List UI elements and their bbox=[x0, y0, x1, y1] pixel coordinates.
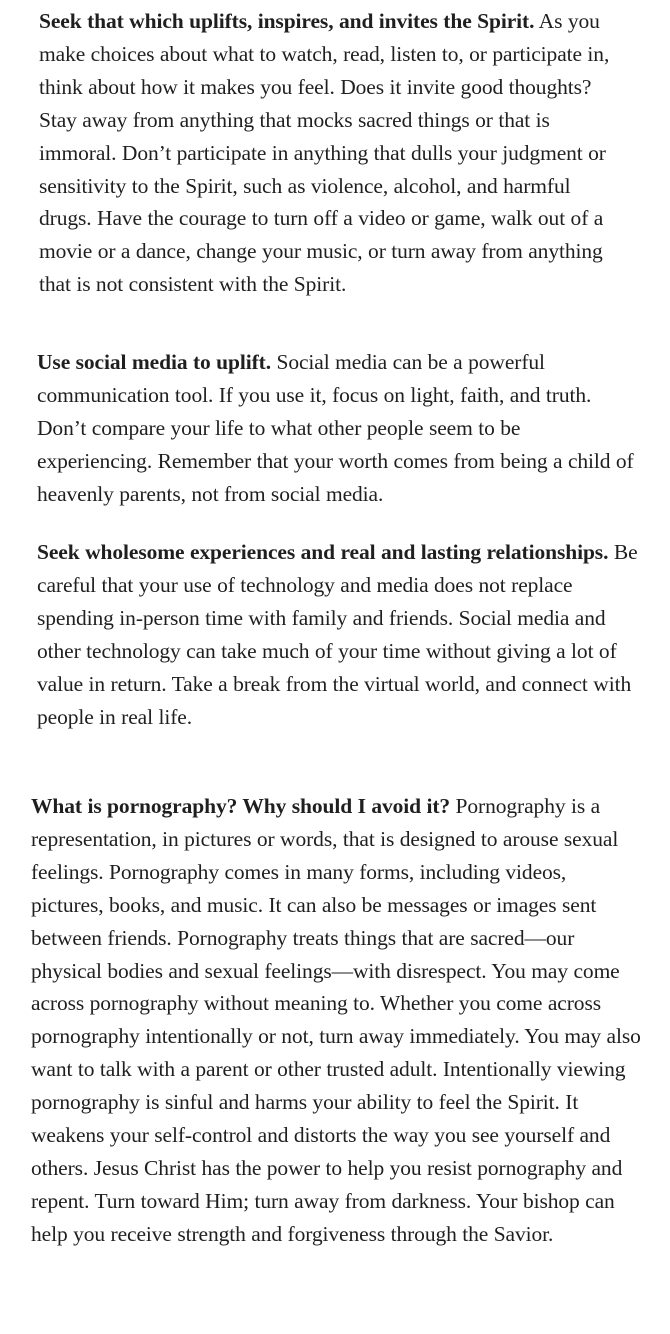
paragraph-body: Be careful that your use of technology and media does not replace spending in-person time with family and friends. Social media and other technology can take much of your time without giving a lot of value in return. Take a break from the virtual world, and connect with people in real life. bbox=[37, 540, 638, 729]
paragraph-lead: Seek that which uplifts, inspires, and invites the Spirit. bbox=[39, 9, 535, 33]
paragraph-seek-uplifting bbox=[39, 5, 624, 301]
paragraph-lead: Seek wholesome experiences and real and lasting relationships. bbox=[37, 540, 609, 564]
paragraph-lead: What is pornography? Why should I avoid it? bbox=[31, 794, 451, 818]
paragraph-pornography bbox=[31, 790, 641, 1251]
paragraph-social-media bbox=[37, 346, 637, 511]
paragraph-body: As you make choices about what to watch, read, listen to, or participate in, think about how it makes you feel. Does it invite good thoughts? Stay away from anything that mocks sacred things or that is immoral. Don’t participate in anything that dulls your judgment or sensitivity to the Spirit, such as violence, alcohol, and harmful drugs. Have the courage to turn off a video or game, walk out of a movie or a dance, change your music, or turn away from anything that is not consistent with the Spirit. bbox=[39, 9, 610, 297]
paragraph-body: Social media can be a powerful communication tool. If you use it, focus on light, faith, and truth. Don’t compare your life to what other people seem to be experiencing. Remember that your worth comes from being a child of heavenly parents, not from social media. bbox=[37, 350, 634, 506]
paragraph-body: Pornography is a representation, in pictures or words, that is designed to arouse sexual feelings. Pornography comes in many forms, including videos, pictures, books, and music. It can also be messages or images sent between friends. Pornography treats things that are sacred—our physical bodies and sexual feelings—with disrespect. You may come across pornography without meaning to. Whether you come across pornography intentionally or not, turn away immediately. You may also want to talk with a parent or other trusted adult. Intentionally viewing pornography is sinful and harms your ability to feel the Spirit. It weakens your self-control and distorts the way you see yourself and others. Jesus Christ has the power to help you resist pornography and repent. Turn toward Him; turn away from darkness. Your bishop can help you receive strength and forgiveness through the Savior. bbox=[31, 794, 641, 1246]
paragraph-lead: Use social media to uplift. bbox=[37, 350, 271, 374]
paragraph-wholesome-experiences bbox=[37, 536, 647, 733]
